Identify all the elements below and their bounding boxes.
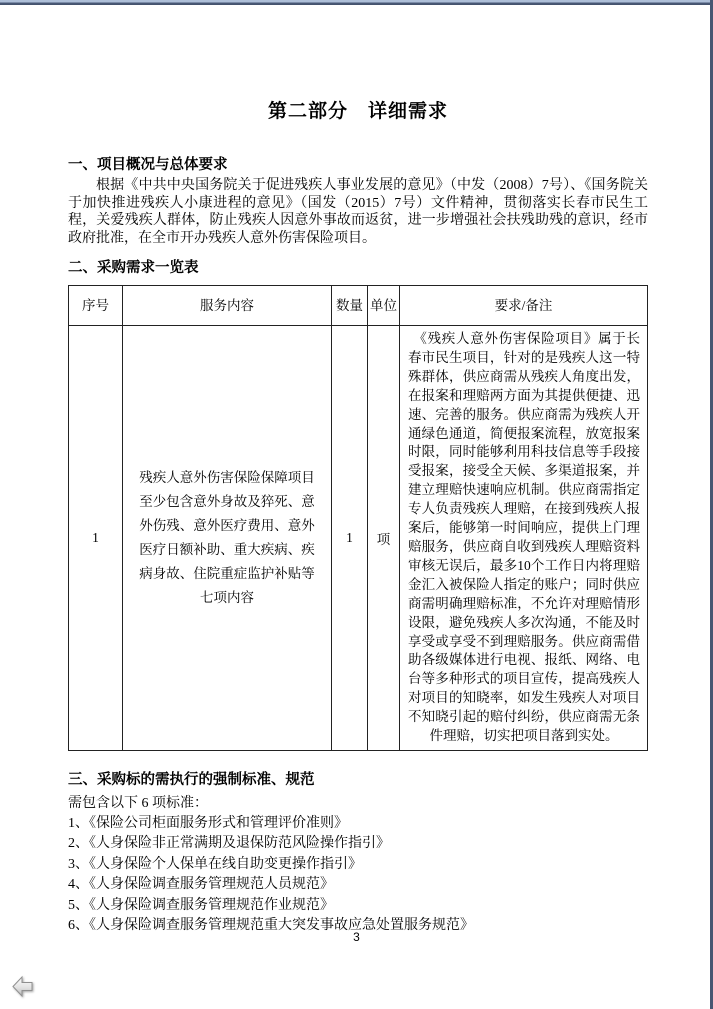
cell-seq: 1 bbox=[69, 326, 123, 751]
document-content bbox=[68, 0, 648, 937]
cell-unit: 项 bbox=[368, 326, 400, 751]
section-1-paragraph: 根据《中共中央国务院关于促进残疾人事业发展的意见》（中发（2008）7号）、《国务院关于加快推进残疾人小康进程的意见》（国发（2015）7号）文件精神，贯彻落实长春市民生工程，关爱残疾人群体，防止残疾人因意外事故而返贫，进一步增强社会扶残助残的意识，经市政府批准，在全市开办残疾人意外伤害保险项目。 bbox=[68, 178, 648, 246]
cell-qty: 1 bbox=[332, 326, 368, 751]
standard-item: 6、《人身保险调查服务管理规范重大突发事故应急处置服务规范》 bbox=[68, 918, 474, 934]
standard-item: 3、《人身保险个人保单在线自助变更操作指引》 bbox=[68, 856, 362, 872]
col-header-qty: 数量 bbox=[332, 286, 368, 326]
standard-item: 4、《人身保险调查服务管理规范人员规范》 bbox=[68, 877, 334, 893]
standard-item: 2、《人身保险非正常满期及退保防范风险操作指引》 bbox=[68, 836, 390, 852]
section-2-heading: 二、采购需求一览表 bbox=[68, 260, 199, 276]
table-header-row bbox=[69, 286, 648, 326]
cell-requirement: 《残疾人意外伤害保险项目》属于长春市民生项目，针对的是残疾人这一特殊群体，供应商需从残疾人角度出发，在报案和理赔两方面为其提供便捷、迅速、完善的服务。供应商需为残疾人开通绿色通道，简便报案流程，放宽报案时限，同时能够利用科技信息等手段接受报案，接受全天候、多渠道报案，并建立理赔快速响应机制。供应商需指定专人负责残疾人理赔，在接到残疾人报案后，能够第一时间响应，提供上门理赔服务，供应商自收到残疾人理赔资料审核无误后，最多10个工作日内将理赔金汇入被保险人指定的账户；同时供应商需明确理赔标准，不允许对理赔情形设限，避免残疾人多次沟通，不能及时享受或享受不到理赔服务。供应商需借助各级媒体进行电视、报纸、网络、电台等多种形式的项目宣传，提高残疾人对项目的知晓率，如发生残疾人对项目不知晓引起的赔付纠纷，供应商需无条件理赔，切实把项目落到实处。 bbox=[400, 326, 648, 751]
section-1-heading: 一、项目概况与总体要求 bbox=[68, 157, 228, 173]
page-title: 第二部分 详细需求 bbox=[267, 101, 448, 122]
col-header-unit: 单位 bbox=[368, 286, 400, 326]
standard-item: 5、《人身保险调查服务管理规范作业规范》 bbox=[68, 897, 334, 913]
standards-intro: 需包含以下 6 项标准： bbox=[68, 795, 208, 811]
back-arrow-icon[interactable] bbox=[12, 975, 34, 999]
page-number: 3 bbox=[353, 930, 360, 944]
procurement-table bbox=[68, 285, 648, 751]
col-header-seq: 序号 bbox=[69, 286, 123, 326]
standard-item: 1、《保险公司柜面服务形式和管理评价准则》 bbox=[68, 815, 348, 831]
standards-list bbox=[68, 814, 648, 937]
col-header-service: 服务内容 bbox=[123, 286, 332, 326]
section-3-heading: 三、采购标的需执行的强制标准、规范 bbox=[68, 771, 315, 788]
table-row bbox=[69, 326, 648, 751]
cell-service: 残疾人意外伤害保险保障项目至少包含意外身故及猝死、意外伤残、意外医疗费用、意外医疗日额补助、重大疾病、疾病身故、住院重症监护补贴等七项内容 bbox=[123, 326, 332, 751]
col-header-requirement: 要求/备注 bbox=[400, 286, 648, 326]
